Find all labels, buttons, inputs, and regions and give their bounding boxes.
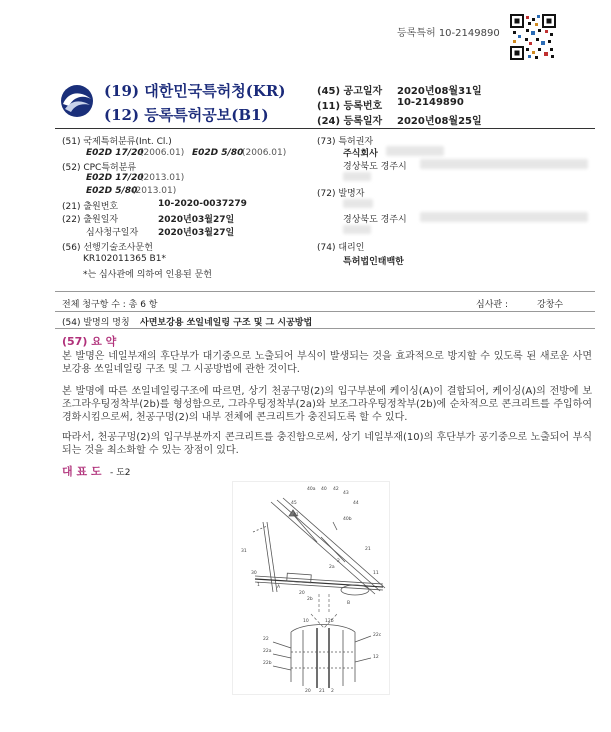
title-divider — [55, 328, 595, 329]
office-title: (19) 대한민국특허청(KR) — [104, 82, 286, 100]
fig-label-22: 22 — [263, 637, 269, 642]
fig-label-2c: 2 — [331, 689, 334, 694]
agent-label: (74) 대리인 — [317, 243, 365, 253]
cpc-code-1: E02D 17/20 — [86, 173, 144, 183]
representative-drawing-label: 대 표 도 — [62, 465, 102, 478]
cpc-label: (52) CPC특허분류 — [62, 163, 137, 173]
fig-label-41: 41 — [293, 513, 299, 518]
claims-divider-bottom — [55, 311, 595, 312]
fig-label-21b: 21 — [319, 689, 325, 694]
fig-label-12: 12 — [373, 655, 379, 660]
fig-label-20b: 20 — [305, 689, 311, 694]
total-claims: 전체 청구항 수 : 총 6 항 — [62, 300, 158, 310]
prior-art-note: *는 심사관에 의하여 인용된 문헌 — [83, 270, 212, 280]
kipo-logo-icon — [60, 84, 94, 118]
abstract-paragraph-3: 따라서, 천공구멍(2)의 입구부분까지 콘크리트를 충진함으로써, 상기 네일부재(10)의 후단부가 공기중으로 노출되어 부식되는 것을 최소화할 수 있는 장점이 있다. — [62, 432, 592, 456]
application-number-label: (21) 출원번호 — [62, 202, 119, 212]
publication-date-label: (45) 공고일자 — [317, 86, 383, 97]
registration-number: 10-2149890 — [397, 97, 464, 108]
fig-label-10: 10 — [303, 619, 309, 624]
representative-drawing-value: - 도2 — [110, 468, 131, 478]
fig-label-44: 44 — [353, 501, 359, 506]
exam-request-date-label: 심사청구일자 — [86, 228, 139, 238]
cpc-date-2: (2013.01) — [132, 186, 177, 196]
application-date: 2020년03월27일 — [158, 215, 235, 225]
patentee-name: 주식회사 — [343, 149, 378, 159]
redacted-patentee-extra — [343, 172, 371, 181]
fig-label-31: 31 — [241, 549, 247, 554]
fig-label-2: 2 — [337, 559, 340, 564]
registration-date: 2020년08월25일 — [397, 116, 482, 127]
redacted-inventor-extra — [343, 225, 371, 234]
prior-art-document: KR102011365 B1* — [83, 254, 166, 264]
fig-label-21: 21 — [365, 547, 371, 552]
prior-art-label: (56) 선행기술조사문헌 — [62, 243, 153, 253]
qr-code-icon — [510, 14, 556, 60]
registration-number-top: 등록특허 10-2149890 — [397, 28, 500, 39]
fig-label-22c: 22c — [373, 633, 382, 638]
invention-title: 사면보강용 쏘일네일링 구조 및 그 시공방법 — [140, 318, 313, 328]
agent-name: 특허법인태백한 — [343, 257, 404, 267]
redacted-inventor-address — [420, 212, 588, 222]
inventor-label: (72) 발명자 — [317, 189, 365, 199]
abstract-heading: (57) 요 약 — [62, 335, 117, 348]
fig-label-40: 40 — [321, 487, 327, 492]
redacted-patentee-name — [386, 146, 444, 156]
fig-label-22a: 22a — [263, 649, 272, 654]
fig-label-1: 1 — [257, 583, 260, 588]
fig-label-45: 45 — [291, 501, 297, 506]
ipc-code-1: E02D 17/20 — [86, 148, 144, 158]
inventor-address: 경상북도 경주시 — [343, 215, 407, 225]
fig-label-43: 43 — [343, 491, 349, 496]
ipc-date-2: (2006.01) — [242, 148, 287, 158]
exam-request-date: 2020년03월27일 — [158, 228, 235, 238]
publication-title: (12) 등록특허공보(B1) — [104, 106, 269, 124]
ipc-label: (51) 국제특허분류(Int. Cl.) — [62, 137, 172, 147]
application-number: 10-2020-0037279 — [158, 199, 247, 209]
fig-label-42: 42 — [333, 487, 339, 492]
fig-label-40a: 40a — [307, 487, 316, 492]
publication-date: 2020년08월31일 — [397, 86, 482, 97]
redacted-patentee-address — [420, 159, 588, 169]
header-divider — [55, 128, 595, 129]
fig-label-11: 11 — [373, 571, 379, 576]
cpc-code-2: E02D 5/80 — [86, 186, 138, 196]
invention-title-label: (54) 발명의 명칭 — [62, 318, 130, 328]
examiner-label: 심사관 : — [476, 300, 508, 310]
abstract-paragraph-2: 본 발명에 따른 쏘일네일링구조에 따르면, 상기 천공구멍(2)의 입구부분에 케이싱(A)이 결합되어, 케이싱(A)의 전방에 보조그라우팅정착부(2b)를 형성함으로, 그라우팅정착부(2a)와 보조그라우팅정착부(2b)에 순차적으로 콘크리트를 주입하여 경화시킴으로써, 천공구멍(2)의 내부 전체에 콘크리트가 충진되도록 할 수 있다. — [62, 386, 592, 423]
registration-number-label: (11) 등록번호 — [317, 101, 383, 112]
redacted-inventor-name — [343, 199, 373, 208]
fig-label-2a: 2a — [329, 565, 335, 570]
representative-drawing — [232, 481, 390, 695]
patentee-address: 경상북도 경주시 — [343, 162, 407, 172]
drawing-svg — [233, 482, 389, 694]
fig-label-12b: 12b — [325, 619, 334, 624]
ipc-date-1: (2006.01) — [140, 148, 185, 158]
ipc-code-2: E02D 5/80 — [192, 148, 244, 158]
fig-label-2b: 2b — [307, 597, 313, 602]
fig-label-20: 20 — [299, 591, 305, 596]
claims-divider-top — [55, 291, 595, 292]
fig-label-30: 30 — [251, 571, 257, 576]
application-date-label: (22) 출원일자 — [62, 215, 119, 225]
patentee-label: (73) 특허권자 — [317, 137, 374, 147]
fig-label-B: B — [347, 601, 351, 606]
registration-date-label: (24) 등록일자 — [317, 116, 383, 127]
examiner-name: 강창수 — [537, 300, 564, 310]
fig-label-22b: 22b — [263, 661, 272, 666]
fig-label-A: A — [277, 585, 281, 590]
fig-label-40b: 40b — [343, 517, 352, 522]
abstract-paragraph-1: 본 발명은 네일부재의 후단부가 대기중으로 노출되어 부식이 발생되는 것을 효과적으로 방지할 수 있도록 된 새로운 사면보강용 쏘일네일링 구조 및 그 시공방법에 관한 것이다. — [62, 351, 592, 375]
cpc-date-1: (2013.01) — [140, 173, 185, 183]
